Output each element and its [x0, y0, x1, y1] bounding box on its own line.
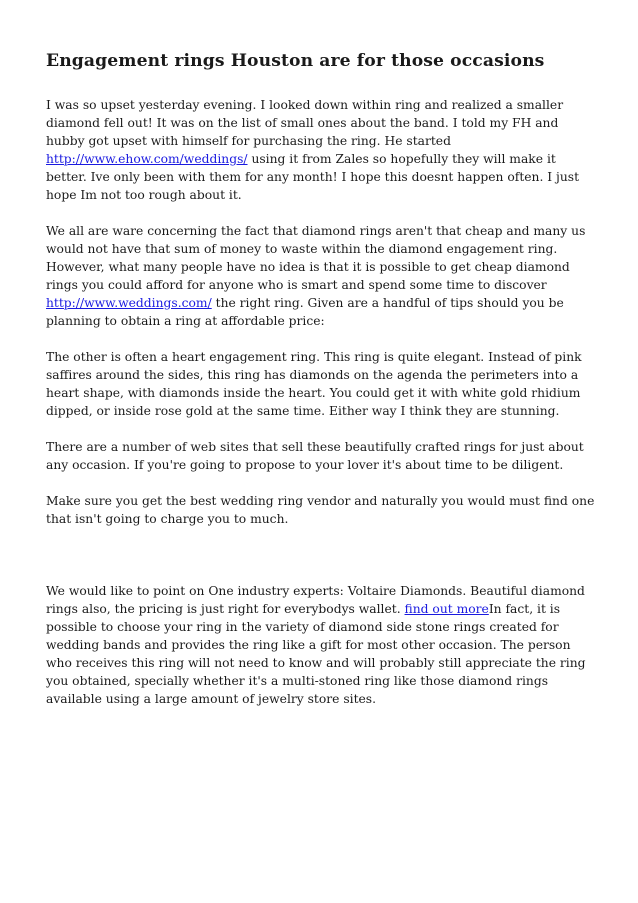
- paragraph-6-text-before: We would like to point on One industry experts: Voltaire Diamonds. Beautiful diamond rings also, the pricing is just right for everybodys wallet.: [46, 584, 585, 616]
- paragraph-1-text-after: using it from Zales so hopefully they will make it better. Ive only been with them for any month! I hope this doesnt happen often. I just hope Im not too rough about it.: [46, 152, 580, 202]
- weddings-com-link[interactable]: http://www.weddings.com/: [46, 296, 212, 310]
- paragraph-1: [46, 96, 598, 204]
- paragraph-3: The other is often a heart engagement ring. This ring is quite elegant. Instead of pink saffires around the sides, this ring has diamonds on the agenda the perimeters into a heart shape, with diamonds inside the heart. You could get it with white gold rhidium dipped, or inside rose gold at the same time. Either way I think they are stunning.: [46, 350, 582, 418]
- paragraph-5: Make sure you get the best wedding ring vendor and naturally you would must find one that isn't going to charge you to much.: [46, 494, 595, 526]
- paragraph-2-text-after: the right ring. Given are a handful of tips should you be planning to obtain a ring at affordable price:: [46, 296, 564, 328]
- paragraph-2-text-before: We all are ware concerning the fact that diamond rings aren't that cheap and many us would not have that sum of money to waste within the diamond engagement ring. However, what many people have no idea is that it is possible to get cheap diamond rings you could afford for anyone who is smart and spend some time to discover: [46, 224, 586, 292]
- paragraph-4: There are a number of web sites that sell these beautifully crafted rings for just about any occasion. If you're going to propose to your lover it's about time to be diligent.: [46, 440, 584, 472]
- paragraph-1-text-before: I was so upset yesterday evening. I looked down within ring and realized a smaller diamond fell out! It was on the list of small ones about the band. I told my FH and hubby got upset with himself for purchasing the ring. He started: [46, 98, 564, 148]
- paragraph-2: [46, 222, 598, 330]
- document-title: Engagement rings Houston are for those occasions: [46, 51, 545, 71]
- paragraph-6: [46, 582, 598, 708]
- paragraph-6-text-after: In fact, it is possible to choose your ring in the variety of diamond side stone rings created for wedding bands and provides the ring like a gift for most other occasion. The person who receives this ring will not need to know and will probably still appreciate the ring you obtained, specially whether it's a multi-stoned ring like those diamond rings available using a large amount of jewelry store sites.: [46, 602, 586, 706]
- find-out-more-link[interactable]: find out more: [404, 602, 489, 616]
- ehow-weddings-link[interactable]: http://www.ehow.com/weddings/: [46, 152, 248, 166]
- document-page: [46, 50, 598, 726]
